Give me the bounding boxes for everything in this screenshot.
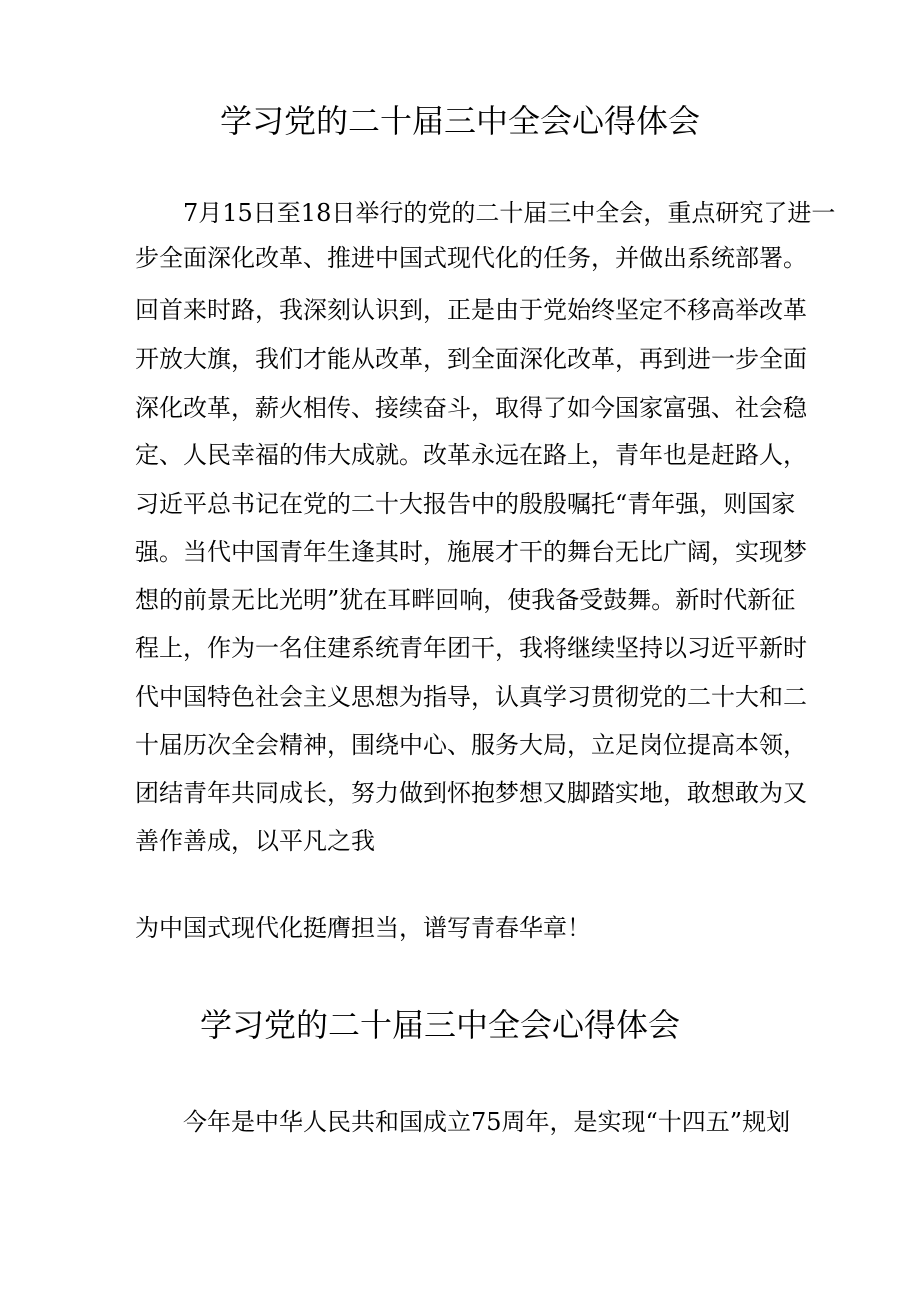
section-1-line-13: 团结青年共同成长，努力做到怀抱梦想又脚踏实地，敢想敢为又 — [135, 779, 807, 807]
section-1-line-14: 善作善成，以平凡之我 — [135, 827, 375, 855]
section-1-line-8: 强。当代中国青年生逢其时，施展才干的舞台无比广阔，实现梦 — [135, 538, 807, 566]
section-1-line-9: 想的前景无比光明”犹在耳畔回响，使我备受鼓舞。新时代新征 — [135, 586, 796, 614]
section-1-line-11: 代中国特色社会主义思想为指导，认真学习贯彻党的二十大和二 — [135, 683, 807, 711]
section-1-line-2: 步全面深化改革、推进中国式现代化的任务，并做出系统部署。 — [135, 244, 807, 272]
section-1-title: 学习党的二十届三中全会心得体会 — [219, 102, 700, 140]
section-1-line-10: 程上，作为一名住建系统青年团干，我将继续坚持以习近平新时 — [135, 634, 807, 662]
section-1-line-12: 十届历次全会精神，围绕中心、服务大局，立足岗位提高本领， — [135, 731, 807, 759]
section-1-line-1: 7月15日至18日举行的党的二十届三中全会，重点研究了进一 — [183, 199, 836, 227]
section-1-line-3: 回首来时路，我深刻认识到，正是由于党始终坚定不移高举改革 — [135, 296, 807, 324]
section-1-closing-line: 为中国式现代化挺膺担当，谱写青春华章！ — [135, 914, 591, 942]
section-2-title: 学习党的二十届三中全会心得体会 — [199, 1006, 680, 1044]
section-1-line-5: 深化改革，薪火相传、接续奋斗，取得了如今国家富强、社会稳 — [135, 394, 807, 422]
section-1-line-6: 定、人民幸福的伟大成就。改革永远在路上，青年也是赶路人， — [135, 441, 807, 469]
section-1-line-7: 习近平总书记在党的二十大报告中的殷殷嘱托“青年强，则国家 — [135, 490, 796, 518]
section-1-line-4: 开放大旗，我们才能从改革，到全面深化改革，再到进一步全面 — [135, 345, 807, 373]
section-2-line-1: 今年是中华人民共和国成立75周年，是实现“十四五”规划 — [183, 1108, 791, 1136]
